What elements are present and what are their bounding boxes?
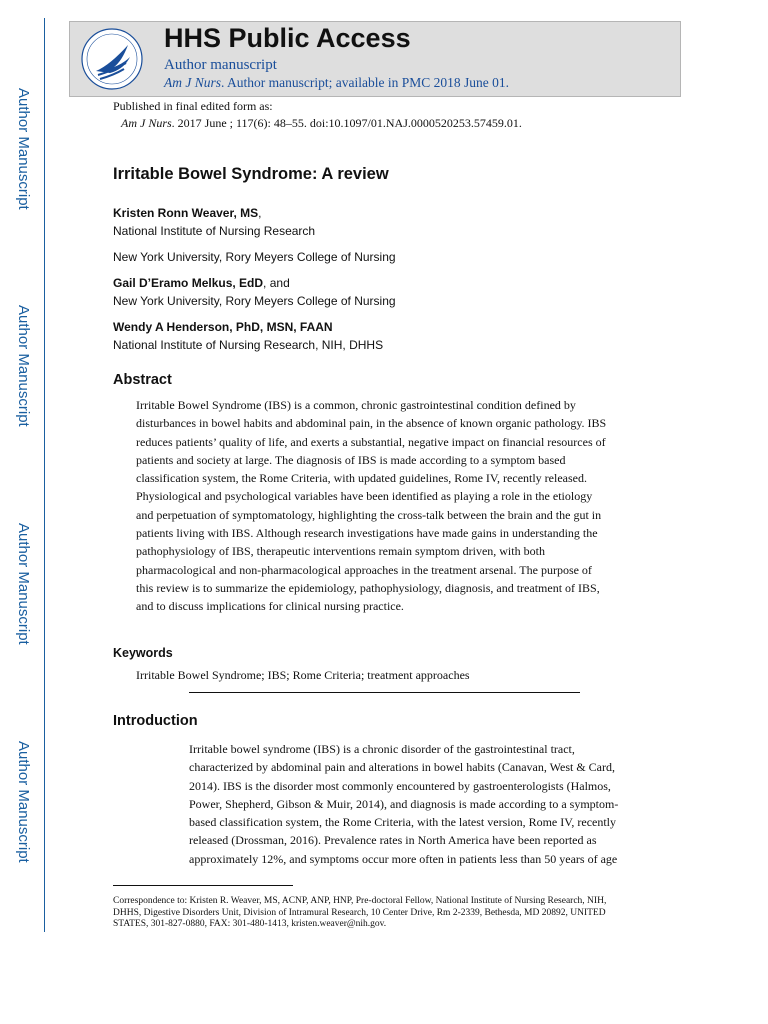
introduction-body: Irritable bowel syndrome (IBS) is a chronic disorder of the gastrointestinal tract, characterized by abdominal pain and alterations in bowel habits (Canavan, West & Card, 2014). IBS is the disorder most commonly encountered by gastroenterologists (Halmos, Power, Shepherd, Gibson & Muir, 2014), and diagnosis is made according to a symptom- based classification system, the Rome Criteria, with the latest version, Rome IV, recently released (Drossman, 2016). Prevalence rates in North America have been reported as approximately 12%, and symptoms occur more often in patients less than 50 years of age bbox=[189, 742, 619, 866]
keywords-heading: Keywords bbox=[113, 646, 173, 660]
affiliation-3: New York University, Rory Meyers College of Nursing bbox=[113, 294, 396, 308]
abstract-heading: Abstract bbox=[113, 372, 172, 388]
hhs-eagle-logo-icon bbox=[80, 27, 144, 91]
correspondence-footnote: Correspondence to: Kristen R. Weaver, MS, ACNP, ANP, HNP, Pre-doctoral Fellow, National Institute of Nursing Research, NIH, DHHS, Digestive Disorders Unit, Division of Intramural Research, 10 Center Drive, Rm 2-2339, Bethesda, MD 20892, UNITED STATES, 301-827-0880, FAX: 301-480-1413, kristen.weaver@nih.gov. bbox=[113, 896, 607, 929]
author-1: Kristen Ronn Weaver, MS, bbox=[113, 206, 262, 220]
abstract-body: Irritable Bowel Syndrome (IBS) is a common, chronic gastrointestinal condition defined by disturbances in bowel habits and abdominal pain, in the absence of known organic pathology. IBS reduces patients’ quality of life, and exerts a substantial, negative impact on financial resources of patients and society at large. The diagnosis of IBS is made according to a symptom based classification system, the Rome Criteria, with updated guidelines, Rome IV, recently released. Physiological and psychological variables have been identified as playing a role in the etiology and perpetuation of symptomatology, highlighting the cross-talk between the brain and the gut in patients living with IBS. Although research investigations have made gains in understanding the pathophysiology of IBS, therapeutic interventions remain symptom driven, with both pharmacological and non-pharmacological approaches in the treatment arsenal. The purpose of this review is to summarize the epidemiology, pathophysiology, diagnosis, and treatment of IBS, and to discuss implications for clinical nursing practice. bbox=[136, 398, 607, 614]
author-2: Gail D’Eramo Melkus, EdD, and bbox=[113, 276, 290, 290]
keywords-list: Irritable Bowel Syndrome; IBS; Rome Criteria; treatment approaches bbox=[136, 668, 470, 682]
article-title: Irritable Bowel Syndrome: A review bbox=[113, 165, 389, 183]
section-divider bbox=[189, 692, 580, 693]
affiliation-1: National Institute of Nursing Research bbox=[113, 224, 316, 238]
affiliation-2: New York University, Rory Meyers College of Nursing bbox=[113, 250, 396, 264]
manuscript-label: Author manuscript bbox=[164, 57, 277, 73]
footnote-divider bbox=[113, 885, 293, 886]
sidebar-divider bbox=[44, 18, 45, 932]
introduction-heading: Introduction bbox=[113, 713, 198, 729]
availability-line: Am J Nurs. Author manuscript; available in PMC 2018 June 01. bbox=[164, 75, 509, 90]
affiliation-4: National Institute of Nursing Research, NIH, DHHS bbox=[113, 338, 384, 352]
published-label: Published in final edited form as: bbox=[113, 99, 273, 113]
header-title: HHS Public Access bbox=[164, 23, 411, 53]
publication-citation: Am J Nurs. 2017 June ; 117(6): 48–55. doi:10.1097/01.NAJ.0000520253.57459.01. bbox=[121, 116, 522, 130]
author-3: Wendy A Henderson, PhD, MSN, FAAN bbox=[113, 320, 333, 334]
